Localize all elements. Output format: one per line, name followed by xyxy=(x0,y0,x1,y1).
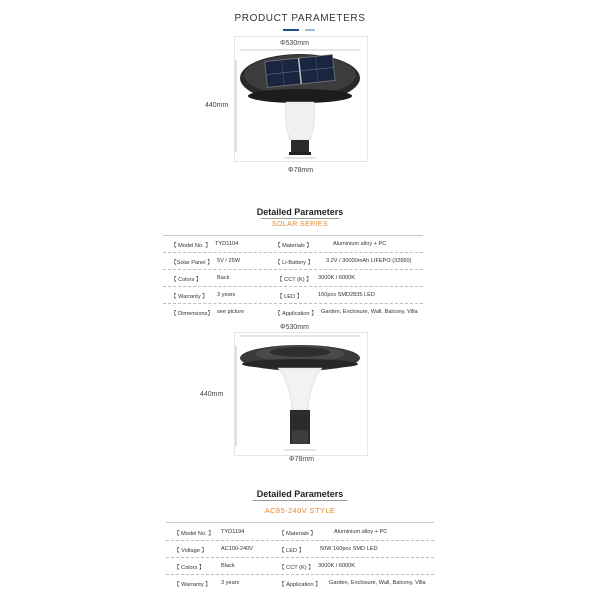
table-row xyxy=(166,575,434,592)
spec-label: 【 Application 】 xyxy=(279,582,321,588)
ac-bottom-dimension: Φ78mm xyxy=(289,456,315,463)
spec-label: 【 Colors 】 xyxy=(171,277,202,283)
spec-label: 【 LED 】 xyxy=(277,294,303,300)
spec-label: 【 Colors 】 xyxy=(174,565,205,571)
spec-value: Black xyxy=(221,563,235,569)
table-row xyxy=(163,253,423,270)
solar-height-dimension: 440mm xyxy=(205,102,229,109)
ac-table-top-line xyxy=(166,522,434,523)
spec-value: Back xyxy=(217,275,230,281)
spec-value: 3 years xyxy=(221,580,240,586)
solar-lamp-image xyxy=(234,48,366,163)
spec-label: 【 CCT (K) 】 xyxy=(279,565,314,571)
page-title: PRODUCT PARAMETERS xyxy=(234,13,366,24)
table-row xyxy=(166,524,434,541)
table-row xyxy=(163,287,423,304)
solar-title-rule xyxy=(261,218,339,219)
spec-label: 【 CCT (K) 】 xyxy=(277,277,312,283)
ac-top-dimension: Φ530mm xyxy=(280,324,309,331)
spec-value: Aluminium alloy + PC xyxy=(333,241,387,247)
solar-spec-table xyxy=(163,236,423,321)
solar-top-dimension: Φ530mm xyxy=(280,40,309,47)
spec-label: 【Solar Panel 】 xyxy=(171,260,213,266)
spec-label: 【 Model No. 】 xyxy=(174,531,214,537)
spec-value: TYD1104 xyxy=(215,241,239,247)
spec-label: 【 Application 】 xyxy=(275,311,317,317)
ac-height-dimension: 440mm xyxy=(200,391,224,398)
spec-value: Garden, Enclosure, Wall, Balcony, Villa xyxy=(329,580,426,586)
table-row xyxy=(163,236,423,253)
ac-lamp-image xyxy=(234,334,366,454)
ac-section-subtitle: AC85-240V STYLE xyxy=(264,506,336,515)
table-row xyxy=(163,304,423,321)
spec-value: 50W 160pcs SMD LED xyxy=(320,546,378,552)
spec-label: 【 Model No. 】 xyxy=(171,243,211,249)
spec-label: 【 Warranty 】 xyxy=(171,294,208,300)
spec-value: 3 years xyxy=(217,292,236,298)
solar-bottom-dimension: Φ78mm xyxy=(288,167,314,174)
spec-label: 【 Li-Battery 】 xyxy=(275,260,314,266)
spec-label: 【 LED 】 xyxy=(279,548,305,554)
spec-value: TYD1194 xyxy=(221,529,245,535)
spec-value: AC100-240V xyxy=(221,546,254,552)
spec-label: 【 Warranty 】 xyxy=(174,582,211,588)
table-row xyxy=(163,270,423,287)
spec-label: 【 Materials 】 xyxy=(279,531,316,537)
spec-value: 3.2V / 30000mAh LIFEPO (32650) xyxy=(326,258,412,264)
spec-label: 【 Voltage 】 xyxy=(174,548,207,554)
solar-section-subtitle: SOLAR SERIES xyxy=(271,221,329,228)
ac-section-title: Detailed Parameters xyxy=(256,489,344,499)
table-row xyxy=(166,541,434,558)
spec-value: 3000K / 6000K xyxy=(318,275,356,281)
title-underline-light xyxy=(305,29,315,31)
spec-label: 【 Materials 】 xyxy=(275,243,312,249)
spec-label: 【 Dimensions】 xyxy=(171,311,213,317)
spec-value: 160pcs SMD2835 LED xyxy=(318,292,375,298)
ac-spec-table xyxy=(166,524,434,592)
ac-title-rule xyxy=(253,500,347,501)
spec-value: Aluminium alloy + PC xyxy=(334,529,388,535)
title-underline-dark xyxy=(283,29,299,31)
spec-value: Garden, Enclosure, Wall, Balcony, Villa xyxy=(321,309,418,315)
spec-value: 5V / 25W xyxy=(217,258,241,264)
spec-value: 3000K / 6000K xyxy=(318,563,356,569)
spec-value: see picture xyxy=(217,309,245,315)
table-row xyxy=(166,558,434,575)
solar-section-title: Detailed Parameters xyxy=(256,207,344,217)
